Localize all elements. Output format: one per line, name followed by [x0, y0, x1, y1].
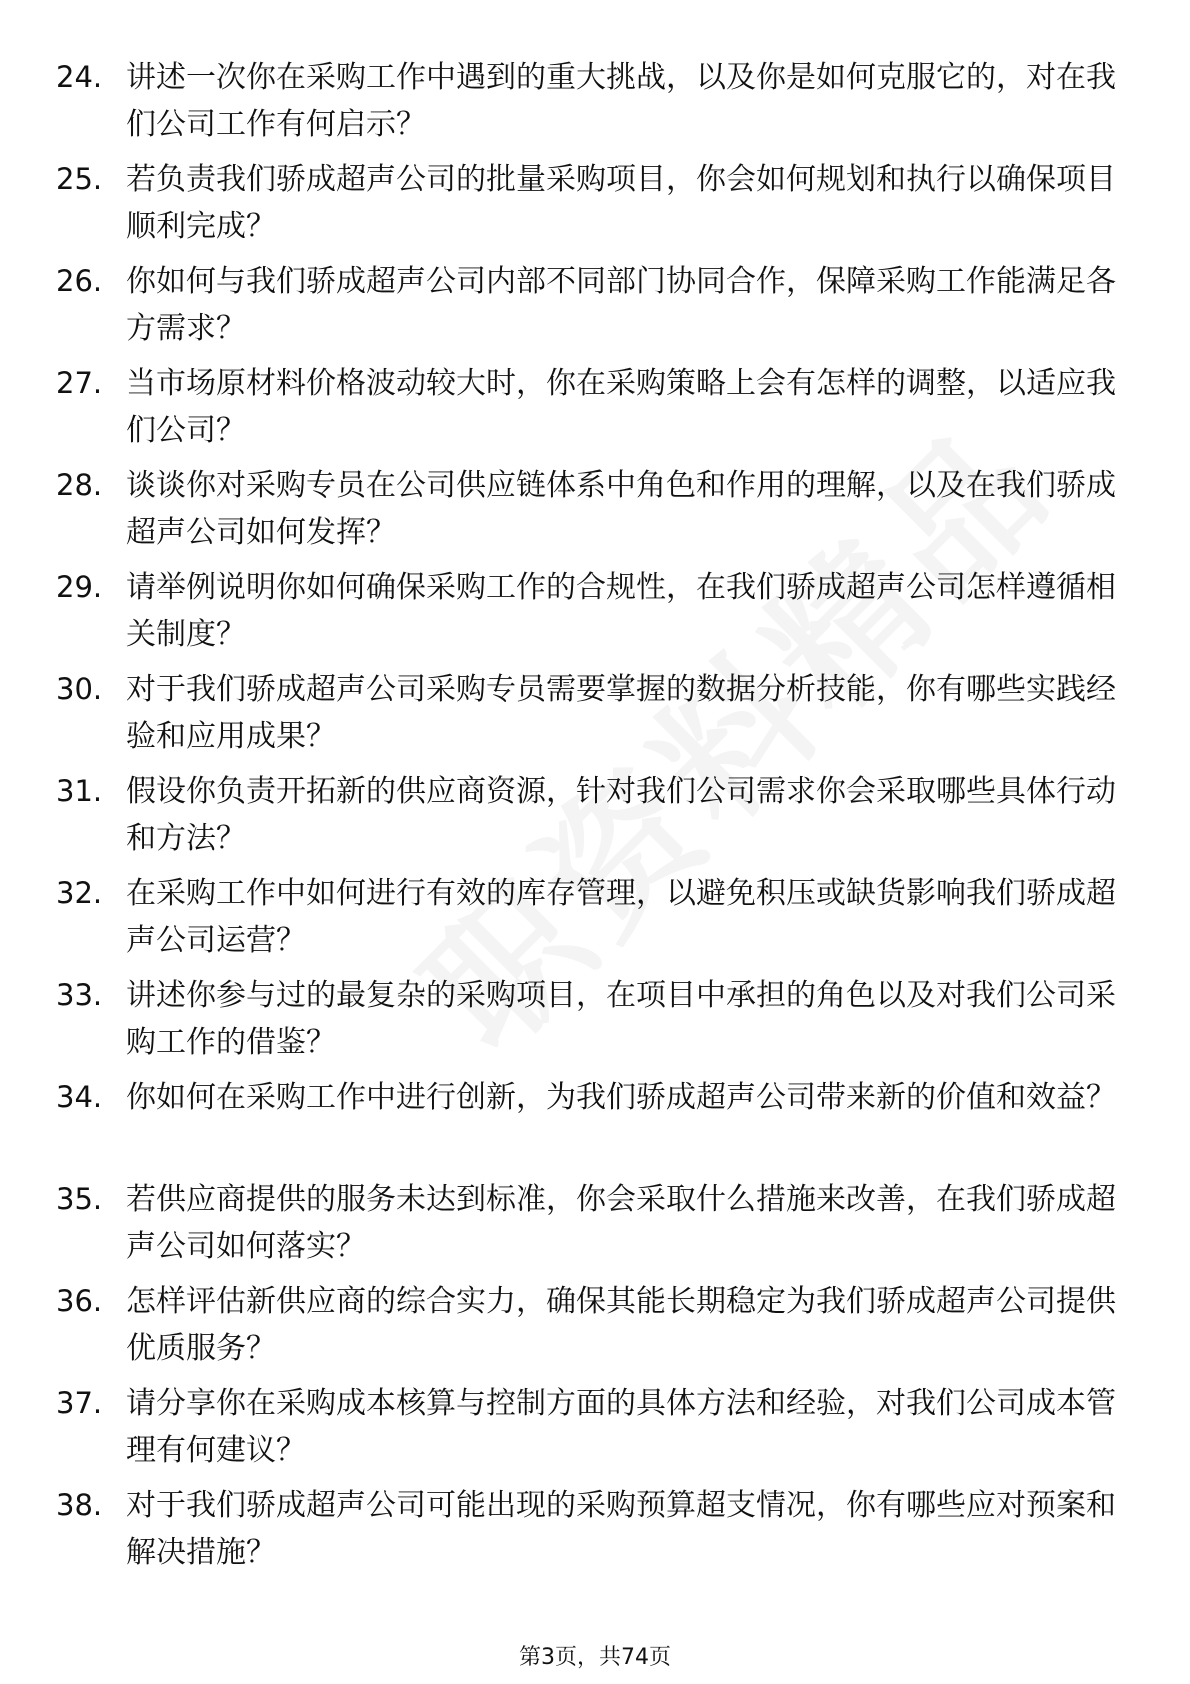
question-item [56, 258, 1126, 360]
question-text: 对于我们骄成超声公司采购专员需要掌握的数据分析技能，你有哪些实践经验和应用成果？ [126, 672, 1116, 754]
question-text: 谈谈你对采购专员在公司供应链体系中角色和作用的理解，以及在我们骄成超声公司如何发挥？ [126, 468, 1116, 550]
question-text: 对于我们骄成超声公司可能出现的采购预算超支情况，你有哪些应对预案和解决措施？ [126, 1488, 1116, 1570]
question-item [56, 156, 1126, 258]
question-number: 35. [56, 1182, 103, 1216]
question-text: 当市场原材料价格波动较大时，你在采购策略上会有怎样的调整，以适应我们公司？ [126, 366, 1116, 448]
question-text: 请分享你在采购成本核算与控制方面的具体方法和经验，对我们公司成本管理有何建议？ [126, 1386, 1116, 1468]
question-item [56, 1074, 1126, 1176]
question-list [56, 54, 1126, 1584]
question-text: 在采购工作中如何进行有效的库存管理，以避免积压或缺货影响我们骄成超声公司运营？ [126, 876, 1116, 958]
question-text: 请举例说明你如何确保采购工作的合规性，在我们骄成超声公司怎样遵循相关制度？ [126, 570, 1116, 652]
question-item [56, 54, 1126, 156]
question-number: 24. [56, 60, 103, 94]
question-number: 33. [56, 978, 103, 1012]
question-number: 26. [56, 264, 103, 298]
question-number: 30. [56, 672, 103, 706]
question-item [56, 462, 1126, 564]
question-number: 27. [56, 366, 103, 400]
question-number: 31. [56, 774, 103, 808]
question-item [56, 1278, 1126, 1380]
page-footer [0, 1640, 1190, 1671]
question-item [56, 870, 1126, 972]
question-text: 讲述你参与过的最复杂的采购项目，在项目中承担的角色以及对我们公司采购工作的借鉴？ [126, 978, 1116, 1060]
question-number: 29. [56, 570, 103, 604]
question-item [56, 360, 1126, 462]
question-text: 若负责我们骄成超声公司的批量采购项目，你会如何规划和执行以确保项目顺利完成？ [126, 162, 1116, 244]
question-number: 37. [56, 1386, 103, 1420]
question-item [56, 972, 1126, 1074]
question-number: 25. [56, 162, 103, 196]
question-text: 你如何与我们骄成超声公司内部不同部门协同合作，保障采购工作能满足各方需求？ [126, 264, 1116, 346]
question-number: 36. [56, 1284, 103, 1318]
question-item [56, 564, 1126, 666]
question-number: 34. [56, 1080, 103, 1114]
question-text: 若供应商提供的服务未达到标准，你会采取什么措施来改善，在我们骄成超声公司如何落实？ [126, 1182, 1116, 1264]
question-text: 讲述一次你在采购工作中遇到的重大挑战，以及你是如何克服它的，对在我们公司工作有何启示？ [126, 60, 1116, 142]
question-item [56, 1482, 1126, 1584]
question-item [56, 1176, 1126, 1278]
question-text: 假设你负责开拓新的供应商资源，针对我们公司需求你会采取哪些具体行动和方法？ [126, 774, 1116, 856]
question-item [56, 1380, 1126, 1482]
question-text: 怎样评估新供应商的综合实力，确保其能长期稳定为我们骄成超声公司提供优质服务？ [126, 1284, 1116, 1366]
question-number: 32. [56, 876, 103, 910]
question-number: 28. [56, 468, 103, 502]
page-number-label: 第3页，共74页 [519, 1645, 671, 1670]
question-number: 38. [56, 1488, 103, 1522]
question-text: 你如何在采购工作中进行创新，为我们骄成超声公司带来新的价值和效益？ [126, 1080, 1116, 1115]
question-item [56, 768, 1126, 870]
question-item [56, 666, 1126, 768]
